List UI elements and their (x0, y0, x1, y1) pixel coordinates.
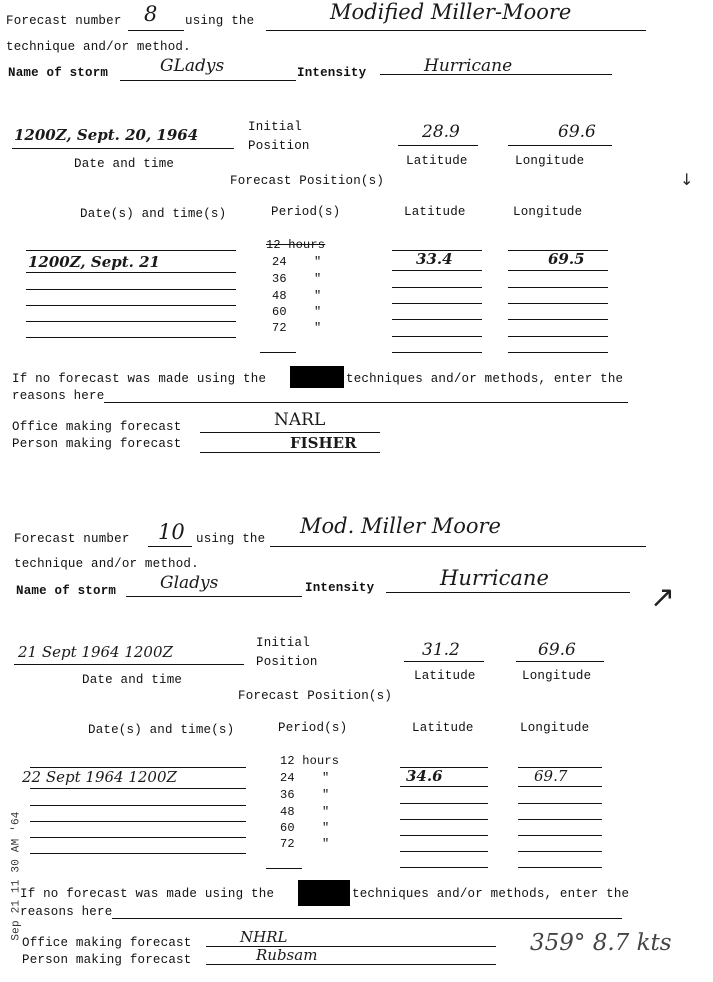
storm-name-value: Gladys (160, 573, 219, 593)
ditto-mark: " (322, 805, 330, 819)
using-the-label: using the (185, 14, 255, 28)
initial-datetime-value: 21 Sept 1964 1200Z (18, 643, 173, 661)
no-forecast-text-1: If no forecast was made using the (20, 887, 275, 901)
ditto-mark: " (314, 289, 322, 303)
period-72: 72 (272, 321, 287, 335)
margin-handwritten-note: 359° 8.7 kts (530, 930, 672, 956)
initial-longitude-value: 69.6 (538, 640, 576, 660)
ditto-mark: " (322, 771, 330, 785)
no-forecast-text-2: techniques and/or methods, enter the (346, 372, 624, 386)
person-value: Rubsam (256, 946, 318, 964)
initial-longitude-value: 69.6 (558, 122, 596, 142)
intensity-value: Hurricane (424, 56, 513, 76)
period-12: 12 hours (280, 754, 340, 768)
forecast-number-label: Forecast number (6, 14, 122, 28)
forecast-positions-label: Forecast Position(s) (238, 689, 393, 703)
forecast-number-value: 10 (158, 520, 185, 544)
initial-label: Initial (248, 120, 302, 134)
ditto-mark: " (322, 821, 330, 835)
office-label: Office making forecast (22, 936, 192, 950)
storm-name-value: GLadys (160, 56, 225, 76)
col-latitude-header: Latitude (412, 721, 474, 735)
date-time-label: Date and time (82, 673, 183, 687)
row1-latitude-value: 34.6 (406, 767, 443, 785)
reasons-here-label: reasons here (20, 905, 113, 919)
technique-label: technique and/or method. (14, 557, 199, 571)
intensity-label: Intensity (305, 581, 375, 595)
latitude-label: Latitude (414, 669, 476, 683)
technique-value: Mod. Miller Moore (300, 514, 501, 538)
row1-datetime-value: 22 Sept 1964 1200Z (22, 768, 177, 786)
initial-latitude-value: 28.9 (422, 122, 460, 142)
col-datetimes-header: Date(s) and time(s) (80, 207, 227, 221)
intensity-value: Hurricane (440, 566, 549, 590)
col-period-header: Period(s) (278, 721, 348, 735)
person-label: Person making forecast (22, 953, 192, 967)
no-forecast-text-2: techniques and/or methods, enter the (352, 887, 630, 901)
redaction-block (298, 880, 350, 906)
ditto-mark: " (314, 321, 322, 335)
office-label: Office making forecast (12, 420, 182, 434)
initial-datetime-value: 1200Z, Sept. 20, 1964 (14, 126, 199, 144)
margin-arrow-mark: ↗ (650, 580, 676, 615)
ditto-mark: " (314, 272, 322, 286)
period-60: 60 (280, 821, 295, 835)
initial-label: Initial (256, 636, 310, 650)
period-48: 48 (272, 289, 287, 303)
using-the-label: using the (196, 532, 266, 546)
ditto-mark: " (322, 837, 330, 851)
period-36: 36 (272, 272, 287, 286)
person-value: FISHER (290, 434, 357, 452)
ditto-mark: " (322, 788, 330, 802)
intensity-label: Intensity (297, 66, 367, 80)
row1-latitude-value: 33.4 (416, 250, 453, 268)
forecast-number-value: 8 (144, 2, 158, 26)
col-longitude-header: Longitude (520, 721, 590, 735)
forecast-number-label: Forecast number (14, 532, 130, 546)
person-label: Person making forecast (12, 437, 182, 451)
period-24: 24 (272, 255, 287, 269)
date-time-label: Date and time (74, 157, 175, 171)
position-label: Position (248, 139, 310, 153)
period-48: 48 (280, 805, 295, 819)
office-value: NARL (274, 410, 326, 430)
name-of-storm-label: Name of storm (16, 584, 117, 598)
row1-longitude-value: 69.5 (548, 250, 585, 268)
forecast-positions-label: Forecast Position(s) (230, 174, 385, 188)
latitude-label: Latitude (406, 154, 468, 168)
period-60: 60 (272, 305, 287, 319)
margin-check-mark: ↓ (680, 170, 694, 189)
received-date-stamp: Sep 21 11 30 AM '64 (10, 811, 23, 941)
row1-longitude-value: 69.7 (534, 767, 568, 785)
office-value: NHRL (240, 928, 288, 946)
no-forecast-text-1: If no forecast was made using the (12, 372, 267, 386)
row1-datetime-value: 1200Z, Sept. 21 (28, 253, 160, 271)
ditto-mark: " (314, 255, 322, 269)
period-24: 24 (280, 771, 295, 785)
col-period-header: Period(s) (271, 205, 341, 219)
col-latitude-header: Latitude (404, 205, 466, 219)
name-of-storm-label: Name of storm (8, 66, 109, 80)
col-longitude-header: Longitude (513, 205, 583, 219)
longitude-label: Longitude (522, 669, 592, 683)
redaction-block (290, 366, 344, 388)
longitude-label: Longitude (515, 154, 585, 168)
technique-label: technique and/or method. (6, 40, 191, 54)
period-72: 72 (280, 837, 295, 851)
technique-value: Modified Miller-Moore (330, 0, 572, 24)
position-label: Position (256, 655, 318, 669)
reasons-here-label: reasons here (12, 389, 105, 403)
col-datetimes-header: Date(s) and time(s) (88, 723, 235, 737)
initial-latitude-value: 31.2 (422, 640, 460, 660)
period-36: 36 (280, 788, 295, 802)
ditto-mark: " (314, 305, 322, 319)
period-12: 12 hours (266, 238, 326, 252)
